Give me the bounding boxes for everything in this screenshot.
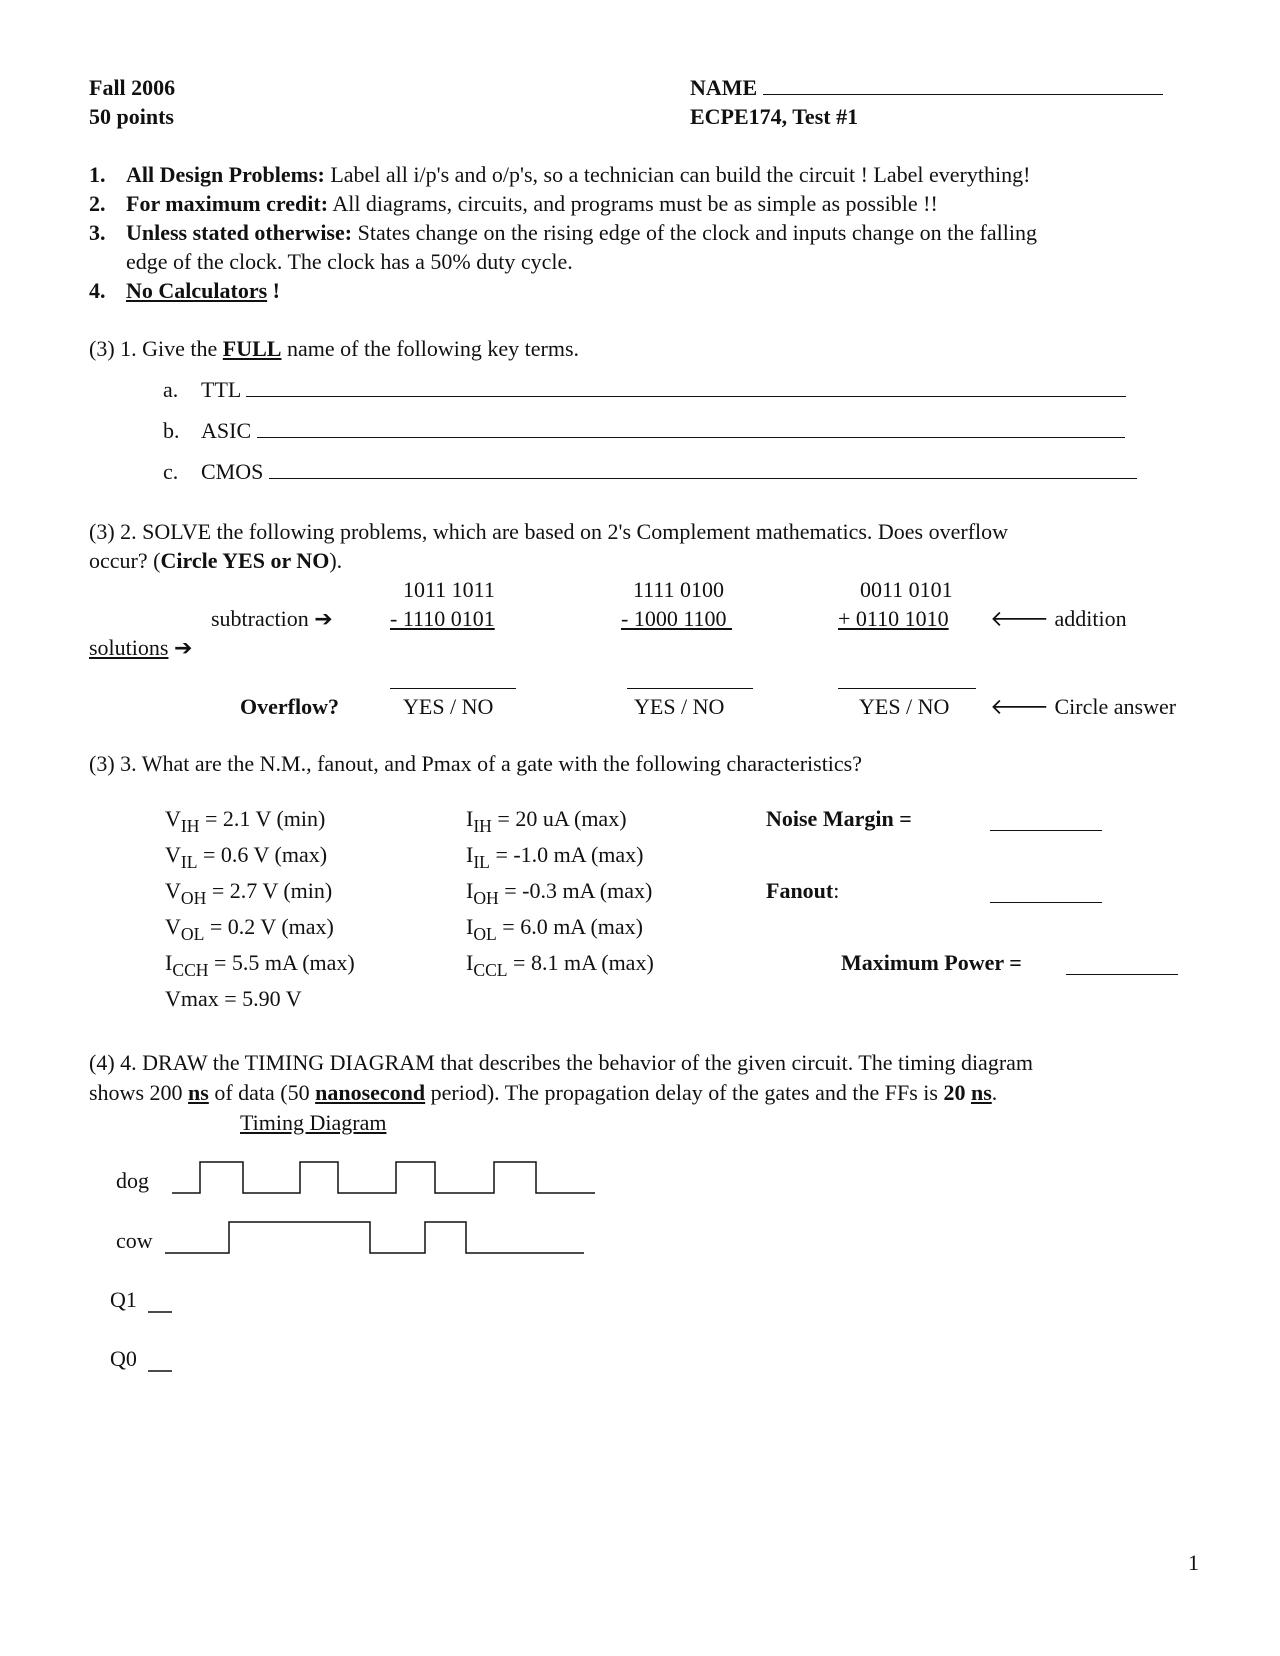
q2-problem-3-bottom: + 0110 1010 xyxy=(838,606,949,631)
fanout-colon: : xyxy=(833,878,840,903)
spec-subscript: OL xyxy=(180,924,205,945)
q2-problem-2-bottom: - 1000 1100 xyxy=(621,606,733,631)
page-number: 1 xyxy=(1188,1550,1199,1575)
spec-value: = 5.5 mA (max) xyxy=(208,950,355,975)
spec-value: = 20 uA (max) xyxy=(491,806,627,831)
signal-label-dog: dog xyxy=(116,1168,149,1193)
spec-subscript: OH xyxy=(473,888,499,909)
noise-margin-label: Noise Margin = xyxy=(766,806,912,831)
arrow-left-icon: 🡐 xyxy=(990,607,1049,632)
spec-subscript: IL xyxy=(180,852,198,873)
spec-value: = 6.0 mA (max) xyxy=(496,914,644,939)
spec-subscript: OL xyxy=(473,924,497,945)
dog-waveform xyxy=(172,1162,595,1193)
q1-prefix: (3) 1. Give the xyxy=(89,336,223,361)
spec-symbol: I xyxy=(466,950,474,975)
spec-value: = 0.2 V (max) xyxy=(204,914,334,939)
q2-overflow-label: Overflow? xyxy=(240,694,339,719)
spec-symbol: Vmax = 5.90 V xyxy=(165,986,302,1011)
q2-problem-3-top: 0011 0101 xyxy=(860,577,953,602)
q3-prompt: (3) 3. What are the N.M., fanout, and Pmax of a gate with the following characteristics? xyxy=(89,751,863,776)
signal-label-q1: Q1 xyxy=(110,1287,137,1312)
spec-value: = 0.6 V (max) xyxy=(197,842,328,867)
spec-value: = 8.1 mA (max) xyxy=(507,950,654,975)
instruction-text: ! xyxy=(267,278,280,303)
instruction-number: 4. xyxy=(89,278,106,303)
q4-text: of data (50 xyxy=(208,1080,316,1105)
q2-answer-3[interactable]: YES / NO xyxy=(859,694,950,719)
instruction-lead: No Calculators xyxy=(126,278,268,303)
circle-answer-text: Circle answer xyxy=(1054,694,1177,719)
q2-problem-1-bottom: - 1110 0101 xyxy=(390,606,495,631)
max-power-label: Maximum Power = xyxy=(841,950,1022,975)
q1-item-term: TTL xyxy=(201,377,241,402)
arrow-right-icon: ➔ xyxy=(173,636,193,661)
q1-item-letter: a. xyxy=(163,377,179,402)
q2-prompt-line1: (3) 2. SOLVE the following problems, which are based on 2's Complement mathematics. Does overflow xyxy=(89,519,1009,544)
spec-symbol: V xyxy=(165,806,181,831)
instruction-lead: For maximum credit: xyxy=(126,191,329,216)
spec-symbol: V xyxy=(165,842,181,867)
subtraction-text: subtraction xyxy=(211,606,309,631)
spec-symbol: V xyxy=(165,914,181,939)
cow-waveform xyxy=(165,1222,584,1253)
q4-nanosecond: nanosecond xyxy=(315,1080,426,1105)
spec-symbol: I xyxy=(466,842,474,867)
q2-answer-1[interactable]: YES / NO xyxy=(403,694,494,719)
q4-ns: ns xyxy=(188,1080,209,1105)
instruction-number: 1. xyxy=(89,162,106,187)
q4-text: period). The propagation delay of the gates and the FFs is xyxy=(425,1080,944,1105)
q2-text: occur? ( xyxy=(89,548,161,573)
spec-value: = -1.0 mA (max) xyxy=(489,842,644,867)
q4-prompt-line1: (4) 4. DRAW the TIMING DIAGRAM that describes the behavior of the given circuit. The timing diagram xyxy=(89,1050,1034,1075)
spec-subscript: IL xyxy=(473,852,490,873)
spec-symbol: I xyxy=(466,878,474,903)
q4-text: . xyxy=(991,1080,998,1105)
spec-symbol: I xyxy=(466,914,474,939)
spec-value: = 2.7 V (min) xyxy=(206,878,333,903)
instruction-number: 2. xyxy=(89,191,106,216)
spec-subscript: CCH xyxy=(172,960,209,981)
q1-suffix: name of the following key terms. xyxy=(281,336,580,361)
q4-ns: ns xyxy=(970,1080,992,1105)
addition-text: addition xyxy=(1054,606,1127,631)
fanout-text: Fanout xyxy=(766,878,834,903)
spec-subscript: OH xyxy=(180,888,207,909)
spec-symbol: I xyxy=(165,950,173,975)
q1-emphasis: FULL xyxy=(222,336,282,361)
spec-subscript: IH xyxy=(473,816,492,837)
instruction-text: States change on the rising edge of the clock and inputs change on the falling xyxy=(352,220,1037,245)
q2-problem-1-top: 1011 1011 xyxy=(403,577,495,602)
q2-answer-2[interactable]: YES / NO xyxy=(634,694,725,719)
q1-item-letter: b. xyxy=(163,418,180,443)
q4-text: shows 200 xyxy=(89,1080,189,1105)
semester: Fall 2006 xyxy=(89,75,176,100)
q1-item-term: CMOS xyxy=(201,459,264,484)
instruction-text: All diagrams, circuits, and programs must be as simple as possible !! xyxy=(328,191,938,216)
q2-problem-2-top: 1111 0100 xyxy=(633,577,725,602)
instruction-lead: All Design Problems: xyxy=(126,162,325,187)
solutions-text: solutions xyxy=(89,635,169,660)
instruction-lead: Unless stated otherwise: xyxy=(126,220,353,245)
signal-label-q0: Q0 xyxy=(110,1346,137,1371)
q4-delay-value: 20 xyxy=(943,1080,966,1105)
spec-value: = 2.1 V (min) xyxy=(199,806,326,831)
spec-subscript: IH xyxy=(180,816,200,837)
q2-circle-instruction: Circle YES or NO xyxy=(160,548,330,573)
spec-symbol: V xyxy=(165,878,181,903)
arrow-right-icon: ➔ xyxy=(314,607,333,632)
signal-label-cow: cow xyxy=(116,1228,153,1253)
instruction-text: Label all i/p's and o/p's, so a technician can build the circuit ! Label everything! xyxy=(324,162,1031,187)
arrow-left-icon: 🡐 xyxy=(990,695,1049,720)
q1-item-term: ASIC xyxy=(201,418,252,443)
q2-text: ). xyxy=(329,548,343,573)
points: 50 points xyxy=(89,104,174,129)
instruction-3-continued: edge of the clock. The clock has a 50% duty cycle. xyxy=(126,249,573,274)
spec-subscript: CCL xyxy=(473,960,508,981)
q1-item-letter: c. xyxy=(163,459,179,484)
instruction-number: 3. xyxy=(89,220,106,245)
course-title: ECPE174, Test #1 xyxy=(690,104,859,129)
spec-symbol: I xyxy=(466,806,474,831)
spec-value: = -0.3 mA (max) xyxy=(498,878,653,903)
timing-diagram-title: Timing Diagram xyxy=(240,1110,387,1135)
name-label: NAME xyxy=(690,75,758,100)
